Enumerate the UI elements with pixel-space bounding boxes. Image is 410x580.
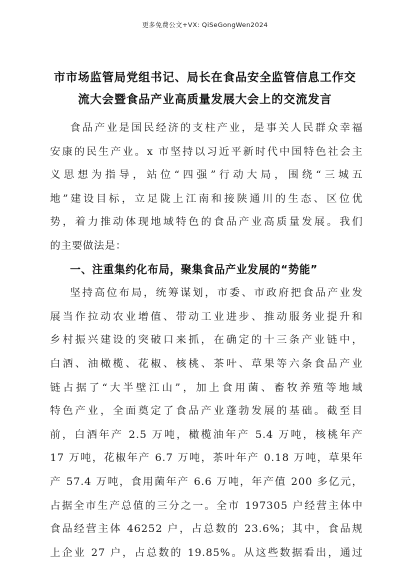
header-note: 更多免费公文+VX: QiSeGongWen2024 bbox=[142, 21, 268, 29]
paragraph-line: 乡村振兴建设的突破口来抓，在确定的十三条产业链中， bbox=[50, 334, 363, 347]
paragraph-line: 产 57.4 万吨，食用菌年产 6.6 万吨，年产值 200 多亿元， bbox=[50, 475, 363, 488]
paragraph-line: 义思想为指导，站位“四强”行动大局，围绕“三城五 bbox=[50, 169, 363, 182]
paragraph-line: 上企业 27 户，占总数的 19.85%。从这些数据看出，通过 bbox=[50, 546, 363, 559]
paragraph-line: 势，着力推动体现地域特色的食品产业高质量发展。我们 bbox=[50, 216, 363, 229]
section-heading: 一、注重集约化布局，聚集食品产业发展的“势能” bbox=[70, 263, 318, 276]
paragraph-line: 展当作拉动农业增值、带动工业进步、推动服务业提升和 bbox=[50, 310, 363, 323]
paragraph-line: 的主要做法是： bbox=[50, 239, 127, 252]
paragraph-line: 白酒、油橄榄、花椒、核桃、茶叶、草果等六条食品产业 bbox=[50, 357, 363, 370]
paragraph-line: 占据全市生产总值的三分之一。全市 197305 户经营主体中 bbox=[50, 499, 363, 512]
document-title-line-1: 市市场监管局党组书记、局长在食品安全监管信息工作交 bbox=[53, 70, 357, 84]
paragraph-line: 安康的民生产业。x 市坚持以习近平新时代中国特色社会主 bbox=[50, 145, 363, 158]
paragraph-line: 特色产业，全面奠定了食品产业蓬勃发展的基础。截至目 bbox=[50, 405, 363, 418]
paragraph-line: 17 万吨，花椒年产 6.7 万吨，茶叶年产 0.18 万吨，草果年 bbox=[50, 452, 363, 465]
document-title-line-2: 流大会暨食品产业高质量发展大会上的交流发言 bbox=[77, 92, 333, 106]
document-body bbox=[50, 117, 363, 565]
paragraph-line: 链占据了“大半壁江山”，加上食用菌、畜牧养殖等地域 bbox=[50, 381, 363, 394]
paragraph-line: 食品产业是国民经济的支柱产业，是事关人民群众幸福 bbox=[70, 122, 363, 134]
paragraph-line: 食品经营主体 46252 户，占总数的 23.6%；其中，食品规 bbox=[50, 523, 363, 536]
paragraph-line: 坚持高位布局，统筹谋划，市委、市政府把食品产业发 bbox=[70, 287, 363, 300]
paragraph-line: 地”建设目标，立足陇上江南和接陕通川的生态、区位优 bbox=[50, 192, 363, 205]
paragraph-line: 前，白酒年产 2.5 万吨，橄榄油年产 5.4 万吨，核桃年产 bbox=[50, 428, 363, 441]
